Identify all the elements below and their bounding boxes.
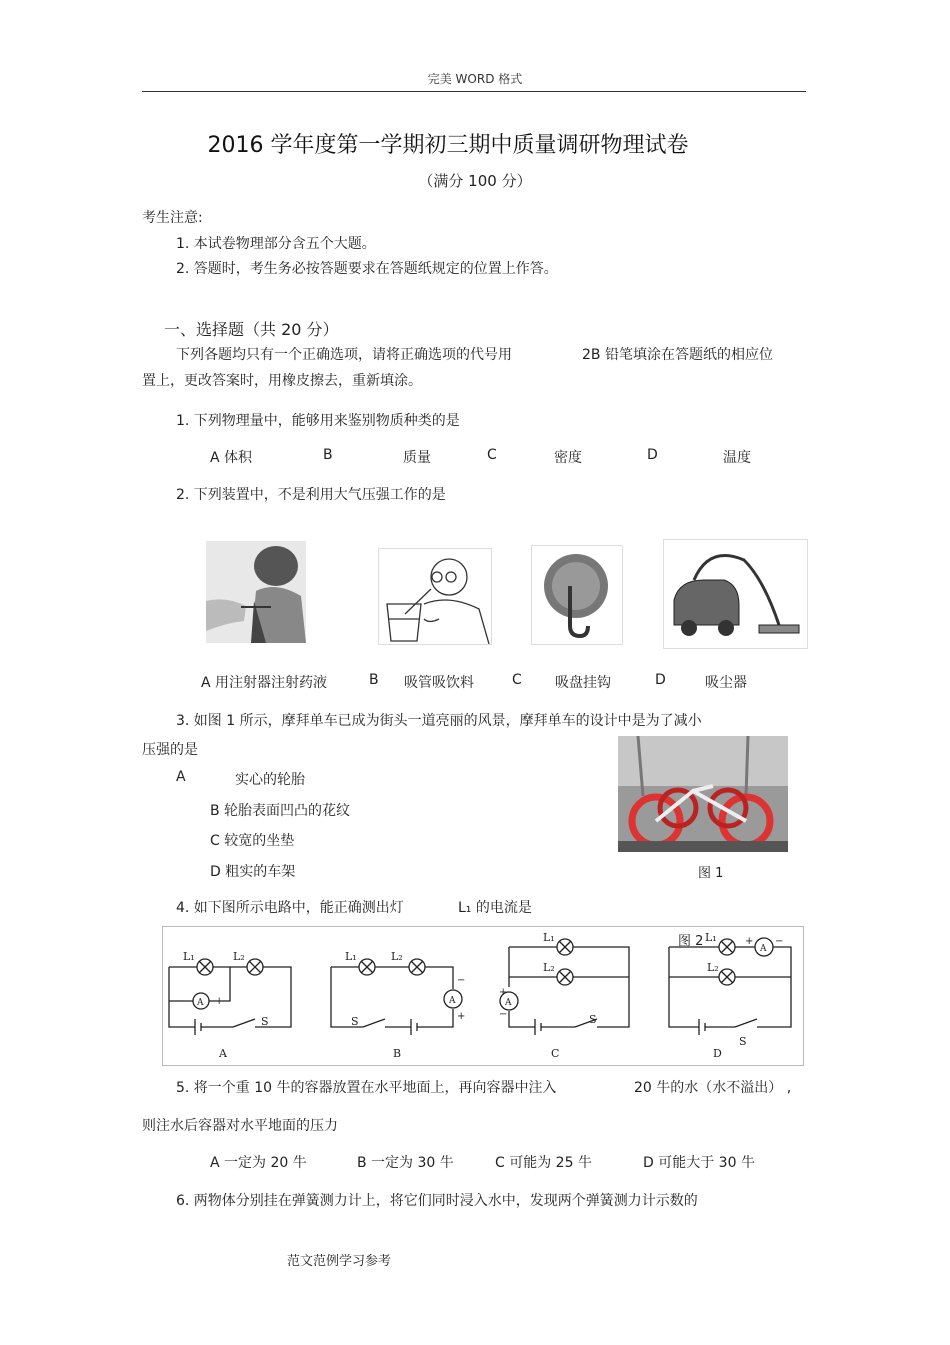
svg-text:L₂: L₂ (707, 961, 719, 974)
option-text: 温度 (723, 450, 751, 466)
svg-text:+: + (499, 987, 508, 998)
option-text: D 可能大于 30 牛 (643, 1155, 755, 1171)
option-text: B 一定为 30 牛 (357, 1155, 454, 1171)
question-stem: 5. 将一个重 10 牛的容器放置在水平地面上，再向容器中注入 (176, 1080, 557, 1096)
vacuum-cleaner-image (663, 539, 808, 649)
option-text: 密度 (554, 450, 582, 466)
section-instruction: 置上，更改答案时，用橡皮擦去，重新填涂。 (142, 373, 422, 389)
svg-text:A: A (449, 996, 456, 1006)
figure-caption: 图 2 (678, 934, 704, 949)
option-text: C 可能为 25 牛 (495, 1155, 592, 1171)
option-letter: B (323, 447, 333, 463)
option-text: C 较宽的坐垫 (210, 833, 295, 849)
exam-title: 2016 学年度第一学期初三期中质量调研物理试卷 (207, 133, 689, 158)
svg-text:D: D (713, 1047, 722, 1060)
notice-heading: 考生注意: (142, 210, 203, 226)
option-text: B 轮胎表面凹凸的花纹 (210, 803, 351, 819)
question-stem: L₁ 的电流是 (458, 900, 532, 916)
svg-text:L₁: L₁ (183, 950, 195, 963)
svg-text:L₂: L₂ (543, 961, 555, 974)
svg-text:S: S (589, 1013, 597, 1026)
svg-text:C: C (551, 1047, 560, 1060)
svg-text:A: A (197, 998, 204, 1008)
svg-text:−: − (457, 975, 466, 986)
svg-text:S: S (739, 1035, 747, 1048)
option-letter: C (487, 447, 497, 463)
svg-text:S: S (261, 1015, 269, 1028)
option-letter: D (647, 447, 658, 463)
syringe-image (206, 541, 306, 643)
svg-text:+: + (457, 1011, 466, 1022)
svg-text:−: − (177, 996, 186, 1007)
svg-text:L₁: L₁ (345, 950, 357, 963)
option-letter: D (655, 672, 666, 688)
question-stem: 1. 下列物理量中，能够用来鉴别物质种类的是 (176, 413, 460, 429)
svg-text:L₁: L₁ (543, 931, 555, 944)
page-footer: 范文范例学习参考 (287, 1254, 392, 1269)
question-stem: 20 牛的水（水不溢出） , (634, 1080, 792, 1096)
option-text: A 一定为 20 牛 (210, 1155, 307, 1171)
option-letter: A (176, 769, 186, 785)
svg-text:−: − (499, 1009, 508, 1020)
straw-drinking-image (378, 548, 492, 645)
notice-item: 1. 本试卷物理部分含五个大题。 (176, 236, 376, 252)
circuit-diagrams (162, 926, 804, 1066)
question-stem: 则注水后容器对水平地面的压力 (142, 1118, 338, 1134)
svg-text:A: A (505, 998, 512, 1008)
option-text: D 粗实的车架 (210, 864, 296, 880)
question-stem: 2. 下列装置中，不是利用大气压强工作的是 (176, 487, 446, 503)
suction-hook-image (531, 545, 623, 645)
option-text: 吸尘器 (705, 675, 747, 691)
option-text: A 用注射器注射药液 (201, 675, 328, 691)
svg-text:+: + (215, 996, 224, 1007)
option-label: A 体积 (210, 450, 253, 466)
svg-text:A: A (760, 944, 767, 954)
section-instruction: 2B 铅笔填涂在答题纸的相应位 (582, 347, 773, 363)
option-letter: B (369, 672, 379, 688)
page-header: 完美 WORD 格式 (427, 72, 523, 86)
header-rule (142, 91, 806, 92)
option-text: 质量 (403, 450, 431, 466)
option-letter: C (512, 672, 522, 688)
option-text: 吸管吸饮料 (404, 675, 474, 691)
question-stem: 6. 两物体分别挂在弹簧测力计上，将它们同时浸入水中，发现两个弹簧测力计示数的 (176, 1193, 698, 1209)
question-stem: 4. 如下图所示电路中，能正确测出灯 (176, 900, 404, 916)
svg-text:L₁: L₁ (705, 931, 717, 944)
svg-text:L₂: L₂ (233, 950, 245, 963)
exam-subtitle: （满分 100 分） (418, 172, 532, 190)
question-stem: 压强的是 (142, 742, 198, 758)
figure-caption: 图 1 (698, 866, 724, 881)
option-text: 吸盘挂钩 (555, 675, 611, 691)
option-text: 实心的轮胎 (235, 772, 305, 788)
svg-text:L₂: L₂ (391, 950, 403, 963)
question-stem: 3. 如图 1 所示，摩拜单车已成为街头一道亮丽的风景，摩拜单车的设计中是为了减小 (176, 713, 702, 729)
svg-text:+: + (745, 936, 754, 947)
bicycle-photo (618, 736, 788, 852)
section-heading: 一、选择题（共 20 分） (164, 320, 339, 339)
circuit-a (169, 959, 291, 1035)
section-instruction: 下列各题均只有一个正确选项，请将正确选项的代号用 (176, 347, 512, 363)
svg-text:S: S (351, 1015, 359, 1028)
svg-text:A: A (219, 1047, 227, 1060)
notice-item: 2. 答题时，考生务必按答题要求在答题纸规定的位置上作答。 (176, 261, 558, 277)
svg-text:−: − (775, 936, 784, 947)
svg-text:B: B (393, 1047, 402, 1060)
